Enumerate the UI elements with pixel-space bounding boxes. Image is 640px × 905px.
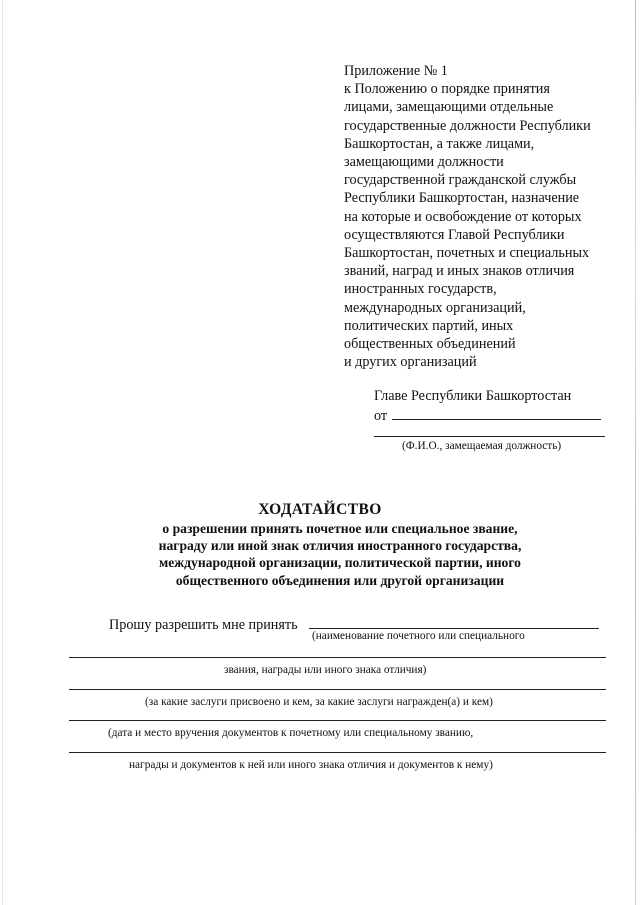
appendix-line: лицами, замещающими отдельные — [344, 99, 554, 116]
appendix-line: замещающими должности — [344, 154, 504, 171]
caption-merits: (за какие заслуги присвоено и кем, за какие заслуги награжден(а) и кем) — [145, 696, 493, 708]
document-title: ХОДАТАЙСТВО — [258, 501, 382, 518]
subtitle-line: награду или иной знак отличия иностранного государства, — [158, 538, 522, 554]
appendix-line: званий, наград и иных знаков отличия — [344, 263, 575, 280]
scan-edge-right — [635, 0, 636, 905]
appendix-line: Республики Башкортостан, назначение — [344, 190, 580, 207]
appendix-line: иностранных государств, — [344, 281, 497, 298]
appendix-line: Башкортостан, почетных и специальных — [344, 245, 590, 262]
subtitle-line: общественного объединения или другой организации — [175, 572, 505, 588]
subtitle-line: о разрешении принять почетное или специальное звание, — [162, 521, 518, 536]
appendix-line: осуществляются Главой Республики — [344, 226, 565, 243]
from-line — [392, 419, 601, 420]
appendix-line: международных организаций, — [344, 299, 526, 316]
caption-documents: награды и документов к ней или иного знака отличия и документов к нему) — [129, 759, 493, 771]
appendix-line: государственные должности Республики — [344, 117, 591, 134]
appendix-line: и других организаций — [344, 354, 477, 371]
appendix-line: Башкортостан, а также лицами, — [344, 135, 535, 152]
addressee — [374, 388, 571, 405]
documents-line — [69, 752, 606, 753]
document-subtitle — [100, 520, 580, 589]
appendix-title: Приложение № 1 — [344, 63, 448, 79]
from-row — [374, 408, 387, 425]
appendix-line: общественных объединений — [344, 336, 516, 353]
appendix-line: к Положению о порядке принятия — [344, 81, 550, 98]
fio-caption: (Ф.И.О., замещаемая должность) — [402, 440, 562, 452]
addressee-to: Главе Республики Башкортостан — [374, 388, 572, 404]
award-name-line-2 — [69, 657, 606, 658]
merits-line — [69, 689, 606, 690]
appendix-line: политических партий, иных — [344, 317, 514, 334]
caption-award-name: (наименование почетного или специального — [312, 630, 525, 642]
request-text: Прошу разрешить мне принять — [109, 617, 298, 633]
delivery-line — [69, 720, 606, 721]
caption-award-name-2: звания, награды или иного знака отличия) — [224, 664, 427, 676]
from-label: от — [374, 408, 388, 424]
appendix-line: на которые и освобождение от которых — [344, 208, 582, 225]
caption-delivery: (дата и место вручения документов к почетному или специальному званию, — [108, 727, 474, 739]
appendix-block — [344, 62, 614, 371]
scan-edge-left — [2, 0, 3, 905]
appendix-line: государственной гражданской службы — [344, 172, 577, 189]
fio-line — [374, 436, 605, 437]
subtitle-line: международной организации, политической партии, иного — [159, 555, 521, 571]
award-name-line — [309, 628, 599, 629]
